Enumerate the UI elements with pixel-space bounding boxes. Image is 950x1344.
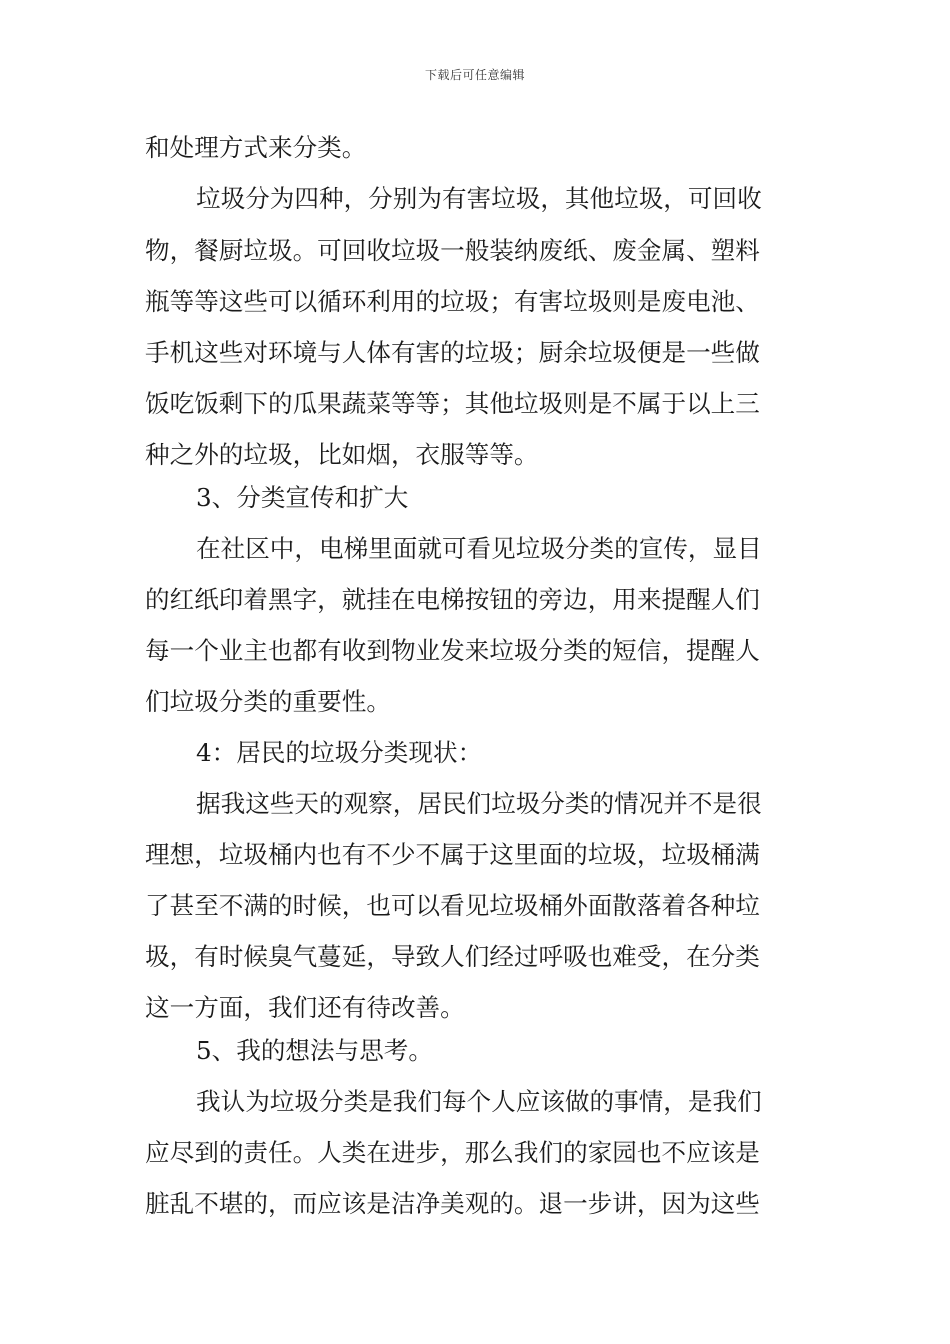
- text-line: 手机这些对环境与人体有害的垃圾；厨余垃圾便是一些做: [145, 338, 760, 367]
- page-header: 下载后可任意编辑: [424, 68, 525, 82]
- paragraph-first-line: 据我这些天的观察，居民们垃圾分类的情况并不是很: [196, 789, 762, 818]
- text-line: 和处理方式来分类。: [145, 133, 367, 162]
- text-line: 这一方面，我们还有待改善。: [145, 993, 465, 1022]
- text-line: 种之外的垃圾，比如烟，衣服等等。: [145, 440, 539, 469]
- text-line: 的红纸印着黑字，就挂在电梯按钮的旁边，用来提醒人们: [145, 585, 760, 614]
- text-line: 应尽到的责任。人类在进步，那么我们的家园也不应该是: [145, 1138, 760, 1167]
- paragraph-first-line: 在社区中，电梯里面就可看见垃圾分类的宣传，显目: [196, 534, 762, 563]
- text-line: 瓶等等这些可以循环利用的垃圾；有害垃圾则是废电池、: [145, 287, 760, 316]
- section-heading: 5、我的想法与思考。: [196, 1036, 433, 1065]
- text-line: 理想，垃圾桶内也有不少不属于这里面的垃圾，垃圾桶满: [145, 840, 760, 869]
- text-line: 每一个业主也都有收到物业发来垃圾分类的短信，提醒人: [145, 636, 760, 665]
- text-line: 圾，有时候臭气蔓延，导致人们经过呼吸也难受，在分类: [145, 942, 760, 971]
- paragraph-first-line: 垃圾分为四种，分别为有害垃圾，其他垃圾，可回收: [196, 184, 762, 213]
- text-line: 物，餐厨垃圾。可回收垃圾一般装纳废纸、废金属、塑料: [145, 236, 760, 265]
- text-line: 脏乱不堪的，而应该是洁净美观的。退一步讲，因为这些: [145, 1189, 760, 1218]
- section-heading: 4：居民的垃圾分类现状：: [196, 738, 483, 767]
- text-line: 们垃圾分类的重要性。: [145, 687, 391, 716]
- paragraph-first-line: 我认为垃圾分类是我们每个人应该做的事情，是我们: [196, 1087, 762, 1116]
- text-line: 了甚至不满的时候，也可以看见垃圾桶外面散落着各种垃: [145, 891, 760, 920]
- section-heading: 3、分类宣传和扩大: [196, 483, 409, 512]
- text-line: 饭吃饭剩下的瓜果蔬菜等等；其他垃圾则是不属于以上三: [145, 389, 760, 418]
